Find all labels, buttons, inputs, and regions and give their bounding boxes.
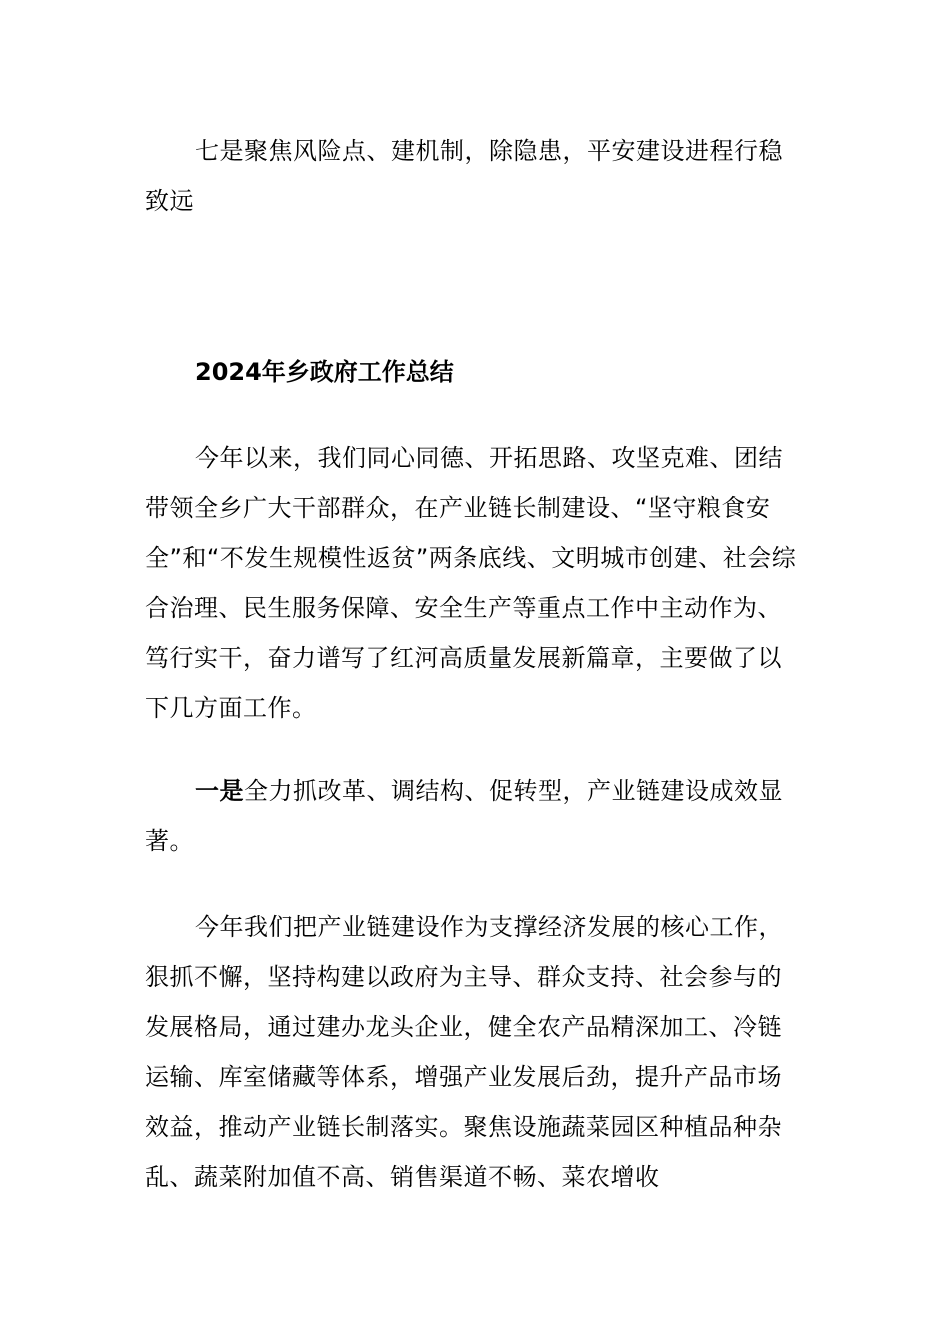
paragraph-industry-chain: 今年我们把产业链建设作为支撑经济发展的核心工作，狠抓不懈，坚持构建以政府为主导、群众支持、社会参与的发展格局，通过建办龙头企业，健全农产品精深加工、冷链运输、库室储藏等体系，增强产业发展后劲，提升产品市场效益，推动产业链长制落实。聚焦设施蔬菜园区种植品种杂乱、蔬菜附加值不高、销售渠道不畅、菜农增收 [145,913,783,1191]
document-title: 2024年乡政府工作总结 [195,358,454,386]
section-1-text: 全力抓改革、调结构、促转型，产业链建设成效显著。 [145,777,783,855]
section-1-lead: 一是 [195,777,244,805]
paragraph-overview: 今年以来，我们同心同德、开拓思路、攻坚克难、团结带领全乡广大干部群众，在产业链长制建设、“坚守粮食安全”和“不发生规模性返贫”两条底线、文明城市创建、社会综合治理、民生服务保障、安全生产等重点工作中主动作为、笃行实干，奋力谱写了红河高质量发展新篇章，主要做了以下几方面工作。 [145,444,797,722]
intro-paragraph: 七是聚焦风险点、建机制，除隐患，平安建设进程行稳致远 [145,137,783,215]
section-1-heading [145,766,805,866]
